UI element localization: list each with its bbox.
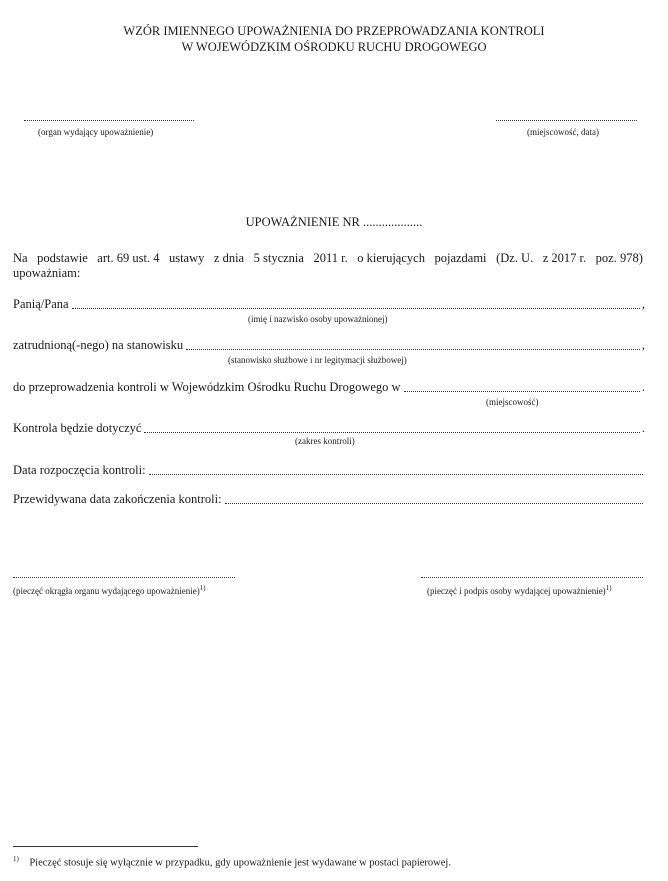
- intro-word: poz. 978): [595, 251, 643, 265]
- document-title-line-2: W WOJEWÓDZKIM OŚRODKU RUCHU DROGOWEGO: [181, 40, 487, 54]
- inspection-place-label: do przeprowadzenia kontroli w Wojewódzkim Ośrodku Ruchu Drogowego w: [13, 380, 401, 394]
- signature-line: [421, 577, 643, 578]
- document-title-line-1: WZÓR IMIENNEGO UPOWAŻNIENIA DO PRZEPROWADZANIA KONTROLI: [123, 24, 545, 38]
- intro-word: ustawy: [168, 251, 205, 265]
- start-date-line: [149, 474, 643, 475]
- person-name-trail: ,: [641, 297, 645, 311]
- place-date-caption: (miejscowość, data): [527, 127, 599, 137]
- inspection-place-caption: (miejscowość): [486, 397, 539, 407]
- intro-word: podstawie: [37, 251, 88, 265]
- intro-word: pojazdami: [434, 251, 487, 265]
- end-date-label: Przewidywana data zakończenia kontroli:: [13, 492, 222, 506]
- footnote-ref: 1): [605, 584, 612, 592]
- intro-word: z dnia: [213, 251, 245, 265]
- end-date-line: [225, 503, 643, 504]
- start-date-label: Data rozpoczęcia kontroli:: [13, 463, 146, 477]
- intro-word: 2011 r.: [313, 251, 348, 265]
- position-caption: (stanowisko służbowe i nr legitymacji służbowej): [228, 355, 407, 365]
- intro-word: art. 69 ust. 4: [97, 251, 160, 265]
- inspection-place-trail: .: [641, 380, 645, 394]
- position-line: [186, 349, 640, 350]
- intro-word: (Dz. U.: [496, 251, 534, 265]
- round-stamp-caption-text: (pieczęć okrągła organu wydającego upoważnienie): [13, 586, 200, 596]
- round-stamp-line: [13, 577, 235, 578]
- scope-trail: .: [641, 421, 645, 435]
- footnote-separator: [13, 846, 198, 847]
- intro-line-1: [13, 251, 643, 266]
- intro-word: z 2017 r.: [542, 251, 587, 265]
- authorization-heading: UPOWAŻNIENIE NR ...................: [245, 215, 423, 229]
- inspection-place-line: [404, 391, 640, 392]
- intro-word: 5 stycznia: [253, 251, 304, 265]
- signature-caption-text: (pieczęć i podpis osoby wydającej upoważnienie): [427, 586, 606, 596]
- place-date-field-line: [496, 120, 637, 121]
- person-name-label: Panią/Pana: [13, 297, 69, 311]
- intro-word: o kierujących: [357, 251, 425, 265]
- round-stamp-caption: [13, 583, 206, 597]
- organ-caption: (organ wydający upoważnienie): [38, 127, 154, 137]
- position-row[interactable]: [13, 338, 645, 353]
- person-name-line: [72, 308, 640, 309]
- scope-line: [144, 432, 639, 433]
- person-name-caption: (imię i nazwisko osoby upoważnionej): [248, 314, 388, 324]
- organ-field-line: [24, 120, 194, 121]
- signature-caption: [427, 583, 612, 597]
- position-trail: ,: [641, 338, 645, 352]
- intro-word: Na: [13, 251, 28, 265]
- footnote: [13, 853, 451, 870]
- scope-label: Kontrola będzie dotyczyć: [13, 421, 142, 435]
- person-name-row[interactable]: [13, 297, 645, 312]
- footnote-ref: 1): [199, 584, 206, 592]
- position-label: zatrudnioną(-nego) na stanowisku: [13, 338, 184, 352]
- footnote-mark: 1): [13, 855, 19, 863]
- scope-caption: (zakres kontroli): [295, 436, 355, 446]
- footnote-text: Pieczęć stosuje się wyłącznie w przypadku, gdy upoważnienie jest wydawane w postaci papierowej.: [29, 857, 451, 869]
- end-date-row[interactable]: [13, 492, 645, 507]
- intro-line-2: upoważniam:: [13, 266, 81, 280]
- inspection-place-row[interactable]: [13, 380, 645, 395]
- scope-row[interactable]: [13, 421, 645, 436]
- start-date-row[interactable]: [13, 463, 645, 478]
